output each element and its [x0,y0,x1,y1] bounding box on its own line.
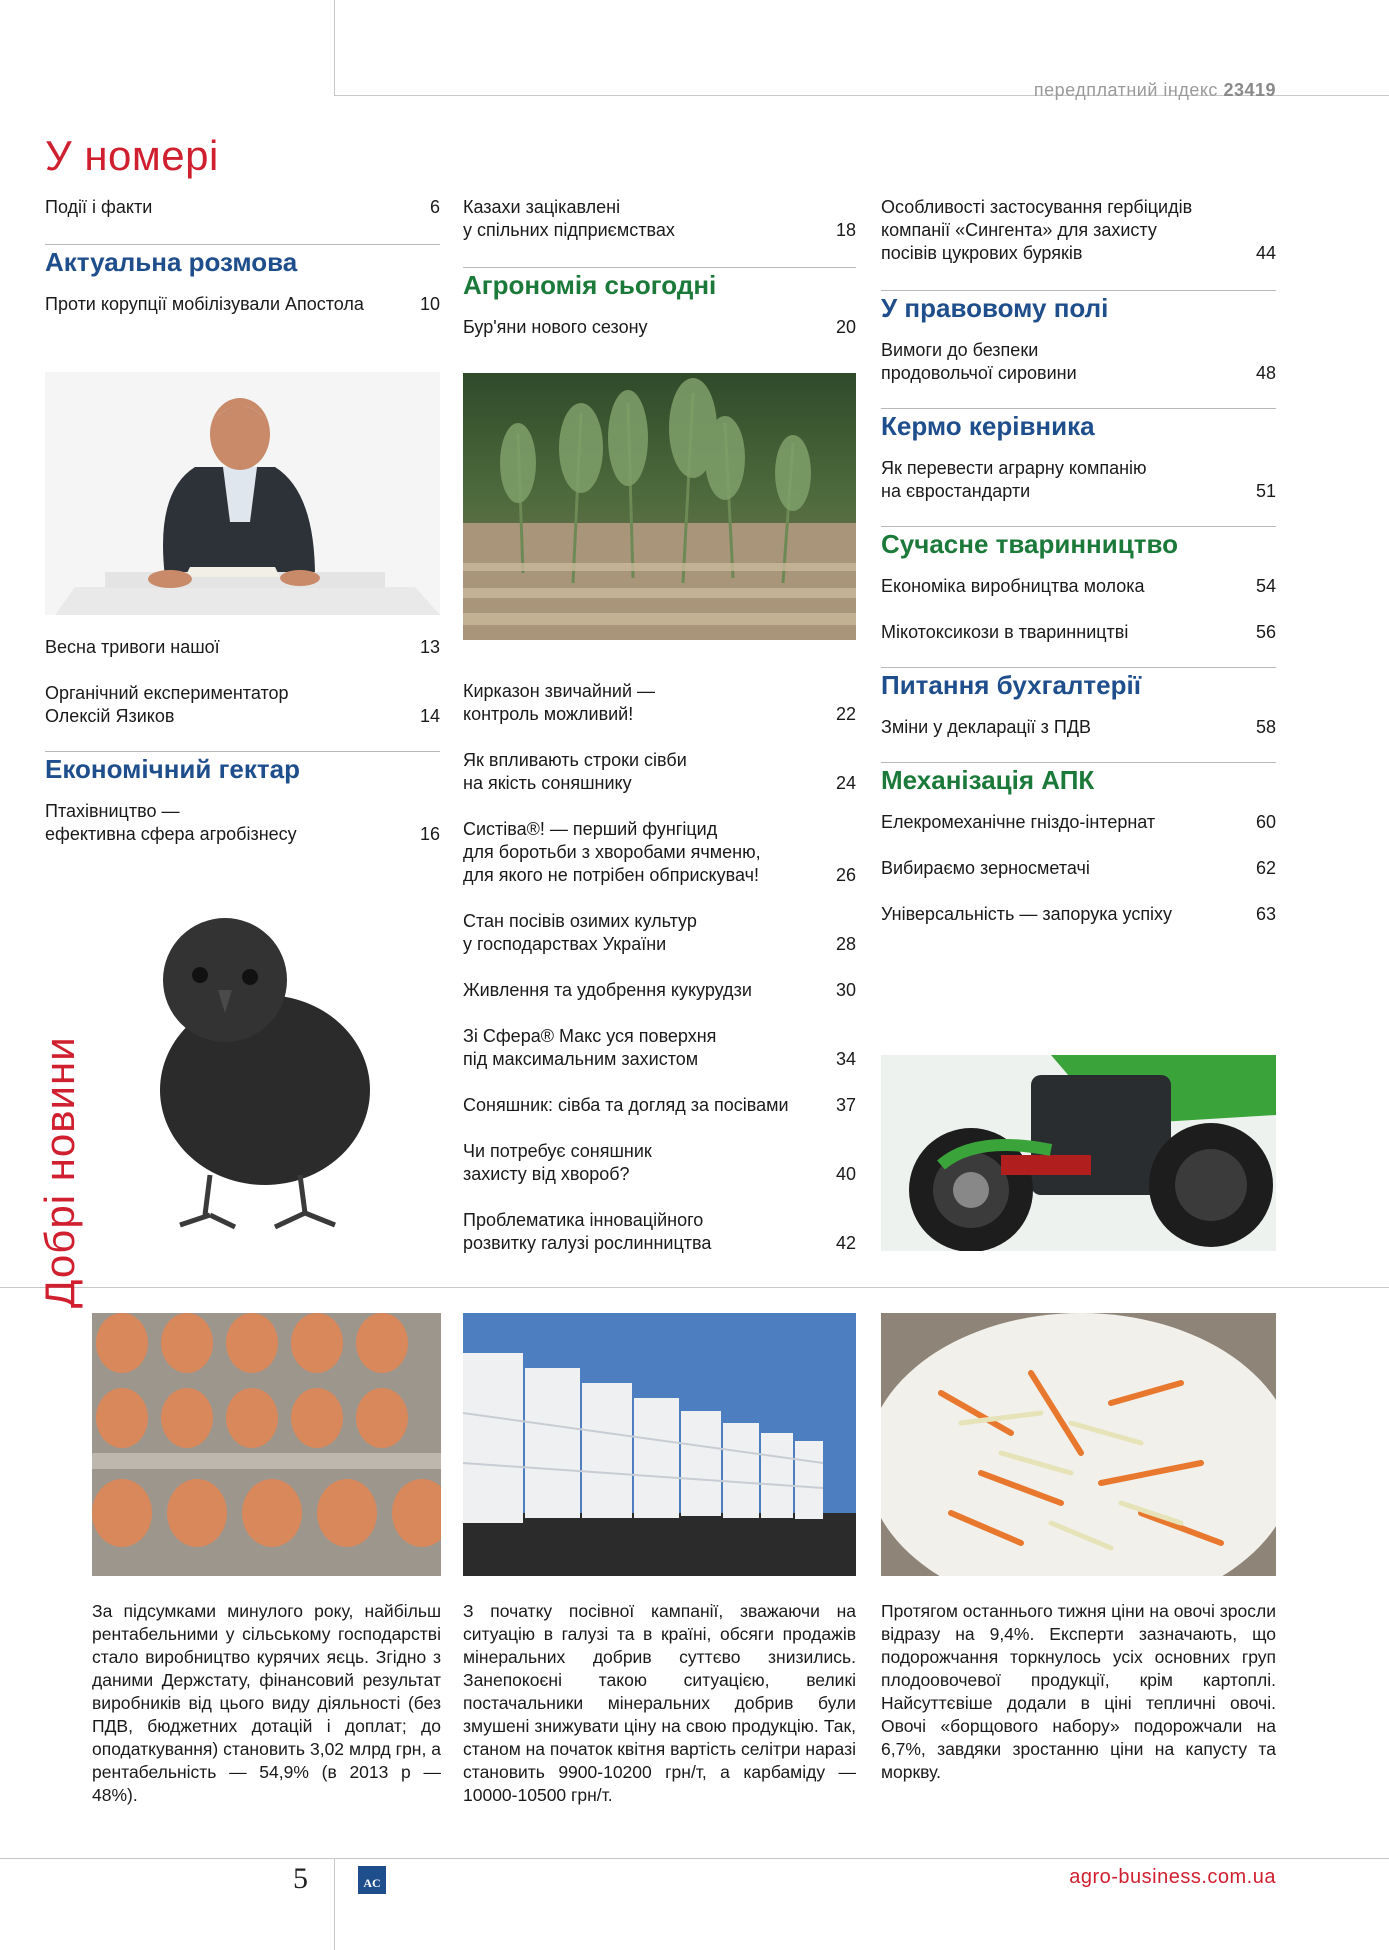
toc-entry-title-line: у господарствах України [463,934,667,954]
toc-page-number: 6 [429,197,440,217]
toc-entry-title-line: у спільних підприємствах [463,220,675,240]
toc-entry[interactable] [463,1025,856,1071]
eggs-illustration [92,1313,441,1576]
section-heading: Агрономія сьогодні [463,270,717,300]
section-heading: Сучасне тваринництво [881,529,1178,559]
section-rule [45,751,440,752]
section-heading: Механізація АПК [881,765,1095,795]
toc-column-3 [881,196,1276,926]
toc-entry-title-line: під максимальним захистом [463,1049,699,1069]
toc-entry-title-line: компанії «Сингента» для захисту [881,220,1157,240]
toc-page-number: 48 [1255,363,1276,383]
section-heading: Економічний гектар [45,754,300,784]
toc-page-number: 10 [419,294,440,314]
toc-entry-title-line: розвитку галузі рослинництва [463,1233,712,1253]
toc-page-number: 28 [835,934,856,954]
section-heading: Кермо керівника [881,411,1095,441]
toc-page-number: 51 [1255,481,1276,501]
subscription-label: передплатний індекс [1033,80,1218,100]
toc-entry-title-line: ефективна сфера агробізнесу [45,824,297,844]
toc-entry-title: Економіка виробництва молока [881,576,1145,596]
publisher-logo [358,1866,386,1894]
toc-entry-title: Мікотоксикози в тваринництві [881,622,1129,642]
toc-page-number: 44 [1255,243,1276,263]
toc-entry-title-line: посівів цукрових буряків [881,243,1083,263]
website-link[interactable]: agro-business.com.ua [1069,1866,1276,1888]
toc-entry-title-line: для боротьби з хворобами ячменю, [463,842,761,862]
news-text-fertilizers: З початку посівної кампанії, зважаючи на ситуацію в галузі та в країні, обсяги продажів мінеральних добрив суттєво знизились. Занепокоєні такою ситуацією, великі постачальники мінеральних добрив були змушені знижувати ціну на свою продукцію. Так, станом на початок квітня вартість селітри наразі становить 9900-10200 грн/т, а карбаміду — 10000-10500 грн/т. [463,1601,856,1805]
toc-entry[interactable] [881,811,1276,834]
toc-entry-title-line: Як впливають строки сівби [463,750,687,770]
toc-entry-title: Вибираємо зерносметачі [881,858,1090,878]
section-heading: Актуальна розмова [45,247,298,277]
toc-entry-title-line: Органічний експериментатор [45,683,289,703]
toc-page-number: 14 [419,706,440,726]
interview-photo [45,372,440,615]
toc-entry-title: Елекромеханічне гніздо-інтернат [881,812,1156,832]
toc-entry-title-line: Олексій Язиков [45,706,175,726]
toc-entry-title-line: Стан посівів озимих культур [463,911,697,931]
toc-entry[interactable] [463,749,856,795]
toc-entry-title-line: контроль можливий! [463,704,634,724]
toc-page-number: 20 [835,317,856,337]
toc-entry-title: Весна тривоги нашої [45,637,220,657]
toc-entry[interactable] [463,680,856,726]
page-number: 5 [293,1862,308,1895]
toc-page-number: 30 [835,980,856,1000]
businessman-illustration [45,372,440,615]
toc-entry-title: Події і факти [45,197,153,217]
weeds-illustration [463,373,856,640]
toc-entry-title-line: на якість соняшнику [463,773,632,793]
toc-entry-title: Зміни у декларації з ПДВ [881,717,1092,737]
weeds-photo [463,373,856,640]
toc-entry-title-line: Як перевести аграрну компанію [881,458,1147,478]
toc-page-number: 16 [419,824,440,844]
tractor-illustration [881,1055,1276,1251]
section-rule [881,290,1276,291]
toc-entry-title: Живлення та удобрення кукурудзи [463,980,752,1000]
toc-entry-title-line: Вимоги до безпеки [881,340,1039,360]
toc-entry[interactable] [463,979,856,1002]
toc-entry[interactable] [881,716,1276,739]
toc-entry-title-line: Проблематика інноваційного [463,1210,704,1230]
toc-page-number: 54 [1255,576,1276,596]
toc-entry-title-line: на євростандарти [881,481,1031,501]
toc-column-1b [45,636,440,846]
subscription-number: 23419 [1223,80,1276,100]
toc-entry[interactable] [45,293,440,316]
toc-page-number: 26 [835,865,856,885]
toc-entry[interactable] [463,196,856,242]
toc-column-2 [463,196,856,339]
section-heading: У правовому полі [881,293,1109,323]
section-rule [881,526,1276,527]
chick-illustration [100,895,400,1230]
toc-entry-title-line: Чи потребує соняшник [463,1141,652,1161]
toc-entry[interactable] [463,316,856,339]
toc-page-number: 40 [835,1164,856,1184]
toc-entry[interactable] [45,682,440,728]
toc-entry[interactable] [463,1140,856,1186]
toc-entry-title-line: продовольчої сировини [881,363,1077,383]
top-divider [334,0,335,95]
logo-text: AC [363,1876,381,1890]
toc-entry[interactable] [45,800,440,846]
toc-page-number: 62 [1255,858,1276,878]
toc-entry[interactable] [881,457,1276,503]
section-rule [881,408,1276,409]
toc-page-number: 37 [835,1095,856,1115]
toc-entry[interactable] [881,857,1276,880]
section-rule [45,244,440,245]
news-rule [0,1287,1389,1288]
page-title: У номері [45,132,219,179]
toc-entry[interactable] [881,339,1276,385]
section-rule [463,267,856,268]
news-section-title: Добрі новини [36,1036,83,1308]
footer-rule [0,1858,1389,1859]
toc-page-number: 34 [835,1049,856,1069]
toc-entry[interactable] [463,1209,856,1255]
eggs-photo [92,1313,441,1576]
toc-page-number: 63 [1255,904,1276,924]
toc-entry[interactable] [881,575,1276,598]
toc-entry-title: Проти корупції мобілізували Апостола [45,294,364,314]
toc-page-number: 22 [835,704,856,724]
subscription-index [1034,80,1276,101]
fertilizer-bags-illustration [463,1313,856,1576]
toc-entry-title: Універсальність — запорука успіху [881,904,1173,924]
toc-page-number: 60 [1255,812,1276,832]
news-text-vegetables: Протягом останнього тижня ціни на овочі зросли відразу на 9,4%. Експерти зазначають, що подорожчання торкнулось усіх основних груп плодоовочевої продукції, крім картоплі. Найсуттєвіше додали в ціні тепличні овочі. Овочі «борщового набору» подорожчали на 6,7%, завдяки зростанню ціни на капусту та моркву. [881,1601,1276,1782]
toc-entry[interactable] [463,818,856,887]
vegetable-salad-photo [881,1313,1276,1576]
chick-photo [100,895,400,1230]
fertilizer-bags-photo [463,1313,856,1576]
toc-entry-title: Соняшник: сівба та догляд за посівами [463,1095,789,1115]
toc-entry-title-line: Кирказон звичайний — [463,681,655,701]
section-rule [881,762,1276,763]
salad-illustration [881,1313,1276,1576]
toc-page-number: 56 [1255,622,1276,642]
toc-entry-title-line: Казахи зацікавлені [463,197,621,217]
toc-entry[interactable] [881,903,1276,926]
section-rule [881,667,1276,668]
tractor-photo [881,1055,1276,1251]
toc-entry[interactable] [463,1094,856,1117]
footer-divider [334,1858,335,1950]
news-text-eggs: За підсумками минулого року, найбільш рентабельними у сільському господарстві стало виробництво курячих яєць. Згідно з даними Держстату, фінансовий результат виробників від цього виду діяльності (без ПДВ, бюджетних дотацій і доплат; до оподаткування) становить 3,02 млрд грн, а рентабельність — 54,9% (в 2013 р — 48%). [92,1601,441,1805]
toc-entry[interactable] [45,636,440,659]
toc-page-number: 42 [835,1233,856,1253]
toc-entry[interactable] [45,196,440,219]
toc-entry-title: Бур'яни нового сезону [463,317,648,337]
toc-page-number: 24 [835,773,856,793]
toc-entry-title-line: Птахівництво — [45,801,180,821]
toc-entry-title-line: Систіва®! — перший фунгіцид [463,819,718,839]
toc-entry-title-line: Особливості застосування гербіцидів [881,197,1193,217]
toc-page-number: 18 [835,220,856,240]
toc-column-1 [45,196,440,316]
toc-entry-title-line: захисту від хвороб? [463,1164,630,1184]
toc-entry-title-line: Зі Сфера® Макс уся поверхня [463,1026,717,1046]
section-heading: Питання бухгалтерії [881,670,1142,700]
toc-entry[interactable] [463,910,856,956]
toc-column-2b [463,680,856,1255]
toc-entry[interactable] [881,621,1276,644]
toc-entry[interactable] [881,196,1276,265]
toc-page-number: 13 [419,637,440,657]
toc-entry-title-line: для якого не потрібен обприскувач! [463,865,759,885]
toc-page-number: 58 [1255,717,1276,737]
